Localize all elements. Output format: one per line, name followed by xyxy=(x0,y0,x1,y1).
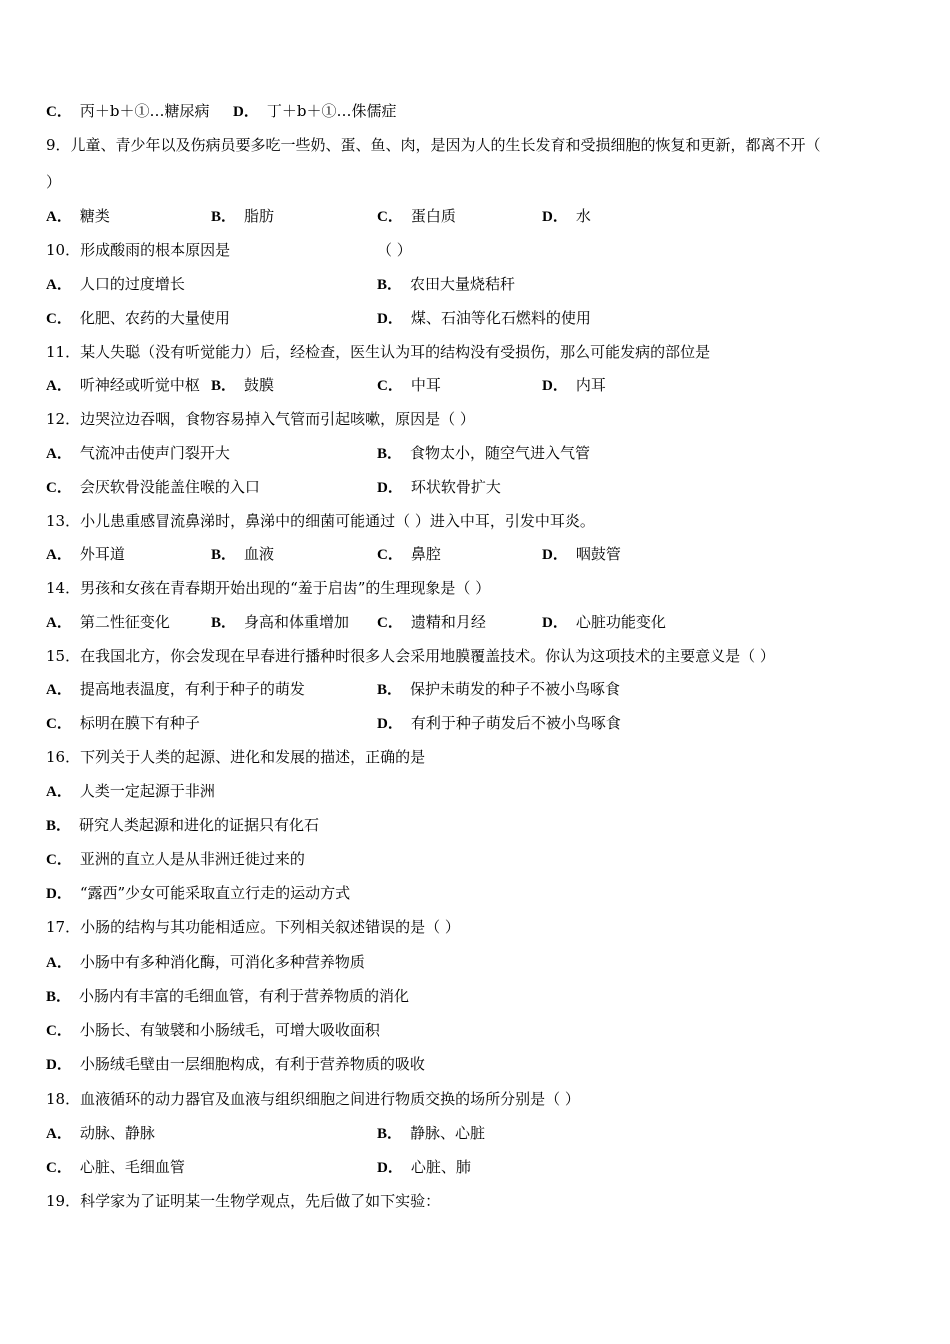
q12-option-d: D． 环状软骨扩大 xyxy=(377,478,501,496)
q11-stem: 11．某人失聪（没有听觉能力）后，经检查，医生认为耳的结构没有受损伤，那么可能发病的部位是 xyxy=(46,343,711,361)
q14-stem: 14．男孩和女孩在青春期开始出现的“羞于启齿”的生理现象是（ ） xyxy=(46,579,491,597)
prev-option-c: C． 丙＋b＋①…糖尿病 xyxy=(46,102,210,120)
q11-option-a: A． 听神经或听觉中枢 xyxy=(46,376,200,394)
q10-answer-paren: （ ） xyxy=(377,241,412,259)
q14-option-b: B． 身高和体重增加 xyxy=(211,613,350,631)
q17-option-a: A． 小肠中有多种消化酶，可消化多种营养物质 xyxy=(46,953,365,971)
q18-option-c: C． 心脏、毛细血管 xyxy=(46,1158,185,1176)
q10-option-a: A． 人口的过度增长 xyxy=(46,275,185,293)
q16-stem: 16．下列关于人类的起源、进化和发展的描述，正确的是 xyxy=(46,748,426,766)
q9-stem: 9．儿童、青少年以及伤病员要多吃一些奶、蛋、鱼、肉，是因为人的生长发育和受损细胞的恢复和更新，都离不开（ xyxy=(46,136,821,154)
q11-option-b: B． 鼓膜 xyxy=(211,376,275,394)
q16-option-d: D． “露西”少女可能采取直立行走的运动方式 xyxy=(46,884,351,902)
q15-option-b: B． 保护未萌发的种子不被小鸟啄食 xyxy=(377,680,621,698)
q13-option-a: A． 外耳道 xyxy=(46,545,125,563)
q9-option-d: D． 水 xyxy=(542,207,591,225)
q9-option-c: C． 蛋白质 xyxy=(377,207,456,225)
q12-option-a: A． 气流冲击使声门裂开大 xyxy=(46,444,230,462)
q18-option-b: B． 静脉、心脏 xyxy=(377,1124,486,1142)
q15-option-d: D． 有利于种子萌发后不被小鸟啄食 xyxy=(377,714,621,732)
q9-option-b: B． 脂肪 xyxy=(211,207,275,225)
q11-option-d: D． 内耳 xyxy=(542,376,606,394)
q19-stem: 19．科学家为了证明某一生物学观点，先后做了如下实验： xyxy=(46,1192,441,1210)
q10-option-b: B． 农田大量烧秸秆 xyxy=(377,275,516,293)
q10-stem: 10．形成酸雨的根本原因是 xyxy=(46,241,231,259)
q10-option-d: D． 煤、石油等化石燃料的使用 xyxy=(377,309,591,327)
q17-option-c: C． 小肠长、有皱襞和小肠绒毛，可增大吸收面积 xyxy=(46,1021,380,1039)
q12-stem: 12．边哭泣边吞咽，食物容易掉入气管而引起咳嗽，原因是（ ） xyxy=(46,410,475,428)
q18-option-d: D． 心脏、肺 xyxy=(377,1158,471,1176)
q18-option-a: A． 动脉、静脉 xyxy=(46,1124,155,1142)
q13-stem: 13．小儿患重感冒流鼻涕时，鼻涕中的细菌可能通过（ ）进入中耳，引发中耳炎。 xyxy=(46,512,595,530)
q14-option-a: A． 第二性征变化 xyxy=(46,613,170,631)
q15-option-c: C． 标明在膜下有种子 xyxy=(46,714,200,732)
q18-stem: 18．血液循环的动力器官及血液与组织细胞之间进行物质交换的场所分别是（ ） xyxy=(46,1090,580,1108)
q12-option-b: B． 食物太小，随空气进入气管 xyxy=(377,444,591,462)
q17-option-b: B． 小肠内有丰富的毛细血管，有利于营养物质的消化 xyxy=(46,987,410,1005)
q14-option-d: D． 心脏功能变化 xyxy=(542,613,666,631)
q16-option-a: A． 人类一定起源于非洲 xyxy=(46,782,215,800)
q15-stem: 15．在我国北方，你会发现在早春进行播种时很多人会采用地膜覆盖技术。你认为这项技术的主要意义是（ ） xyxy=(46,647,775,665)
prev-option-d: D． 丁＋b＋①…侏儒症 xyxy=(233,102,397,120)
q17-stem: 17．小肠的结构与其功能相适应。下列相关叙述错误的是（ ） xyxy=(46,918,460,936)
q9-option-a: A． 糖类 xyxy=(46,207,110,225)
q11-option-c: C． 中耳 xyxy=(377,376,441,394)
q13-option-c: C． 鼻腔 xyxy=(377,545,441,563)
q13-option-d: D． 咽鼓管 xyxy=(542,545,621,563)
q10-option-c: C． 化肥、农药的大量使用 xyxy=(46,309,230,327)
q14-option-c: C． 遗精和月经 xyxy=(377,613,486,631)
q15-option-a: A． 提高地表温度，有利于种子的萌发 xyxy=(46,680,305,698)
q16-option-c: C． 亚洲的直立人是从非洲迁徙过来的 xyxy=(46,850,305,868)
q12-option-c: C． 会厌软骨没能盖住喉的入口 xyxy=(46,478,260,496)
q17-option-d: D． 小肠绒毛壁由一层细胞构成，有利于营养物质的吸收 xyxy=(46,1055,425,1073)
q9-stem-cont: ） xyxy=(46,173,62,191)
q13-option-b: B． 血液 xyxy=(211,545,275,563)
q16-option-b: B． 研究人类起源和进化的证据只有化石 xyxy=(46,816,320,834)
